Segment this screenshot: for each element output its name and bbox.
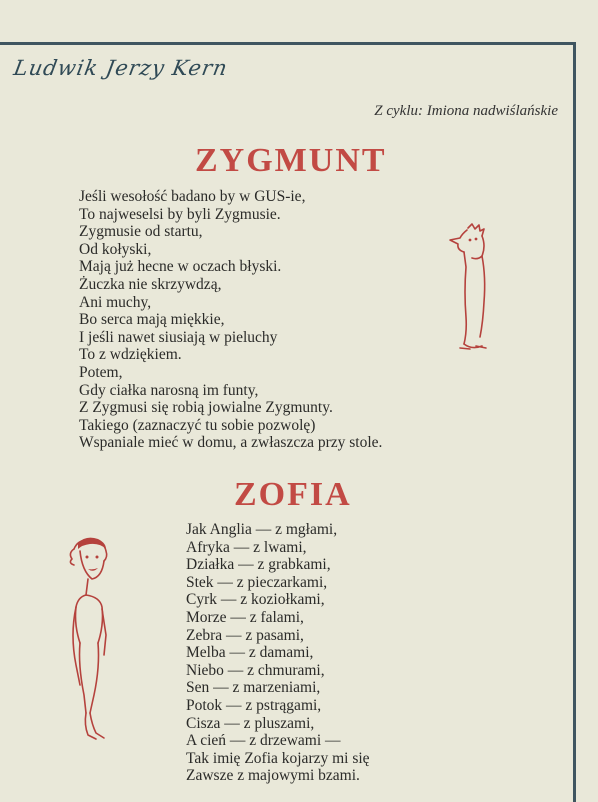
poem-line: Niebo — z chmurami, xyxy=(186,661,325,679)
poem-line: Potem, xyxy=(79,363,123,381)
poem-line: Zawsze z majowymi bzami. xyxy=(186,767,360,785)
poem-line: Działka — z grabkami, xyxy=(186,556,331,574)
poem-line: Morze — z falami, xyxy=(186,608,304,626)
poem-line: Stek — z pieczarkami, xyxy=(186,573,328,591)
poem-zygmunt xyxy=(79,188,382,452)
poem-line: Żuczka nie skrzywdzą, xyxy=(79,275,222,293)
poem-title-zygmunt: ZYGMUNT xyxy=(195,142,387,179)
woman-illustration xyxy=(60,535,120,745)
poem-line: To z wdziękiem. xyxy=(79,346,182,364)
poem-line: Bo serca mają miękkie, xyxy=(79,311,225,329)
poem-line: A cień — z drzewami — xyxy=(186,732,341,750)
poem-line: Afryka — z lwami, xyxy=(186,538,307,556)
poem-line: Mają już hecne w oczach błyski. xyxy=(79,258,282,276)
poem-zofia xyxy=(186,521,370,785)
poem-line: Melba — z damami, xyxy=(186,644,314,662)
poem-line: Ani muchy, xyxy=(79,293,152,311)
poem-line: Od kołyski, xyxy=(79,240,152,258)
poem-line: Zebra — z pasami, xyxy=(186,626,304,644)
poem-line: Jak Anglia — z mgłami, xyxy=(186,521,338,538)
poem-line: Takiego (zaznaczyć tu sobie pozwolę) xyxy=(79,416,316,434)
poem-line: Cyrk — z koziołkami, xyxy=(186,591,325,609)
poem-line: Z Zygmusi się robią jowialne Zygmunty. xyxy=(79,399,333,417)
poem-line: Wspaniale mieć w domu, a zwłaszcza przy stole. xyxy=(79,434,383,452)
poem-line: To najweselsi by byli Zygmusie. xyxy=(79,205,281,223)
poem-line: Cisza — z pluszami, xyxy=(186,714,315,732)
poem-line: Gdy ciałka narosną im funty, xyxy=(79,381,259,399)
author-name: Ludwik Jerzy Kern xyxy=(11,56,230,80)
man-caricature-illustration xyxy=(442,222,494,358)
poem-title-zofia: ZOFIA xyxy=(234,476,352,513)
poem-line: I jeśli nawet siusiają w pieluchy xyxy=(79,328,278,346)
poem-line: Potok — z pstrągami, xyxy=(186,696,322,714)
poem-line: Sen — z marzeniami, xyxy=(186,679,321,697)
poem-line: Tak imię Zofia kojarzy mi się xyxy=(186,749,370,767)
poem-line: Jeśli wesołość badano by w GUS-ie, xyxy=(79,188,306,205)
cycle-subtitle: Z cyklu: Imiona nadwiślańskie xyxy=(374,103,558,119)
poem-line: Zygmusie od startu, xyxy=(79,223,203,241)
